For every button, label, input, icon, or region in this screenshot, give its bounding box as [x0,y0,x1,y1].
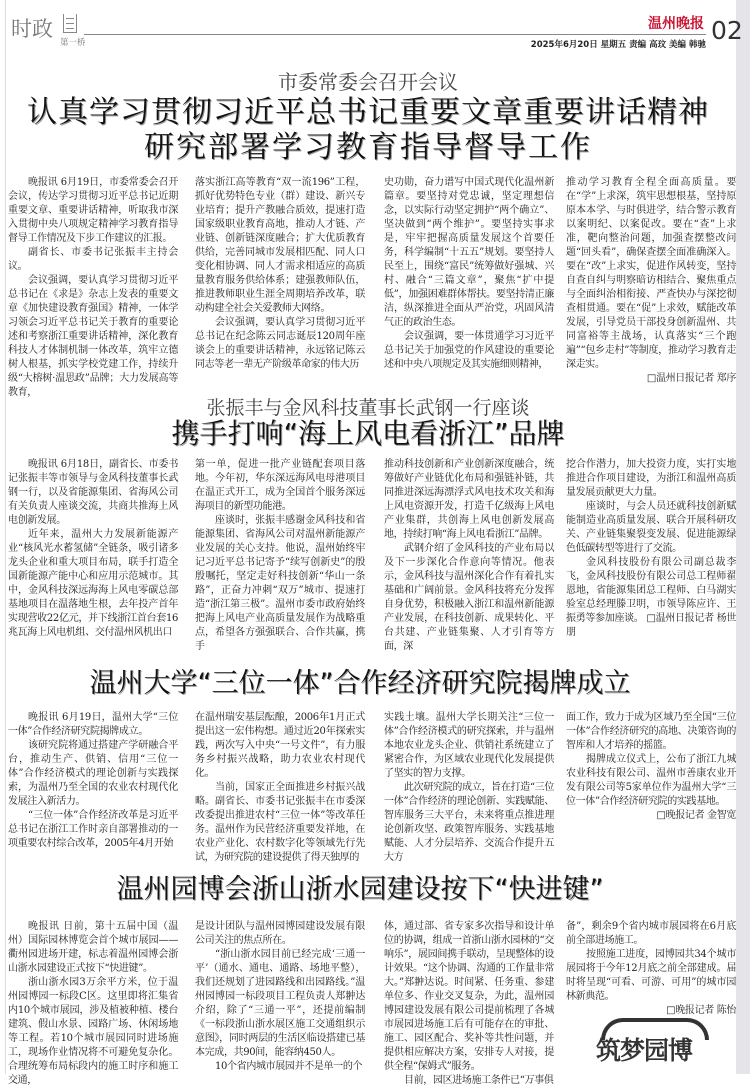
paragraph: 此次研究院的成立，旨在打造“三位一体”合作经济的理论创新、实践赋能、智库服务三大平台，未来将重点推进理论创新攻坚、政策智库服务、实践基地赋能、人才分层培养、交流合作提升五大方 [384,782,554,863]
paragraph: 史功勋，奋力谱写中国式现代化温州新篇章。要坚持对党忠诚，坚定理想信念，以实际行动坚定拥护“两个确立”、坚决做到“两个维护”。要坚持实事求是，牢牢把握高质量发展这个首要任务，科学编制“十五五”规划。要坚持人民至上，围绕“富民”统筹做好强城、兴村、融合“三篇文章”，聚焦“扩中提低”，加强困难群体帮扶。要坚持清正廉洁，纵深推进全面从严治党，巩固风清气正的政治生态。 [384,177,554,328]
article-1-column-3 [384,176,554,372]
article-3-column-4 [566,711,736,823]
paragraph: 目前，园区进场施工条件已“万事俱 [404,1075,554,1086]
article-3-column-3 [384,711,554,865]
article-1-column-4 [566,176,736,386]
paragraph: 面工作，致力于成为区域乃至全国“三位一体”合作经济研究的高地、决策咨询的智库和人才培养的摇篮。 [566,712,736,751]
article-3-column-2 [195,711,365,865]
article-2-column-3 [384,458,554,654]
paragraph: 当前，国家正全面推进乡村振兴战略。副省长、市委书记张振丰在市委深改委提出推进农村“三位一体”等改革任务。温州作为民营经济重要发祥地，在农业产业化、农村数字化等领域先行先试，为研究院的建设提供了得天独厚的 [195,782,365,863]
article-2-kicker: 张振丰与金风科技董事长武钢一行座谈 [206,397,530,419]
article-1-kicker: 市委常委会召开会议 [278,70,458,94]
page-number: 02 [711,16,743,45]
paragraph: 近年来，温州大力发展新能源产业“核风光水蓄氢储”全链条，吸引诸多龙头企业和重大项目布局，联手打造全国新能源产能中心和应用示范城市。其中，金风科技深远海海上风电零碳总部基地项目在温落地生根，去年投产首年实现营收22亿元，并下线浙江首台套16兆瓦海上风电机组、交付温州风机出口 [8,529,178,638]
article-1-column-2 [195,176,365,372]
paragraph: 第一单，促进一批产业链配套项目落地。今年初，华东深远海风电母港项目在温正式开工，成为全国首个服务深远海项目的新型功能港。 [195,459,365,512]
subsection-name: 第一桥 [60,38,86,48]
article-2-title: 携手打响“海上风电看浙江”品牌 [171,417,565,450]
article-4-column-2 [195,920,365,1074]
article-2-column-4 [566,458,736,640]
section-name: 时政 [11,17,53,41]
paragraph: “三位一体”合作经济改革是习近平总书记在浙江工作时亲自部署推动的一项重要农村综合改革，2005年4月开始 [8,810,178,849]
paper-logo: 温州晚报 [648,16,704,32]
paragraph: 会议强调，要认真学习贯彻习近平总书记在《求是》杂志上发表的重要文章《加快建设教育强国》精神，一体学习领会习近平总书记关于教育的重要论述和考察浙江重要讲话精神，深化教育科技人才体制机制一体改革，筑牢立德树人根基，抓实学校党建工作，持续升级“大榕树·温思政”品牌；大力发展高等教育， [8,275,178,398]
article-1-title-line-1: 认真学习贯彻习近平总书记重要文章重要讲话精神 [27,95,709,130]
article-2-column-2 [195,458,365,654]
paragraph: 按照施工进度，园博园共34个城市展园将于今年12月底之前全部建成。届时将呈现“可看、可游、可用”的城市园林新典范。 [566,949,736,1002]
paragraph: 副省长、市委书记张振丰主持会议。 [8,247,178,272]
article-2-column-1 [8,458,178,640]
paragraph: 推动学习教育全程全面高质量。要在“学”上求深，筑牢思想根基，坚持原原本本学、与时俱进学，结合警示教育以案明纪、以案促改。要在“查”上求准，靶向整治问题，加强查摆整改问题“回头看”，确保查摆全面准确深入。要在“改”上求实，促进作风转变，坚持自查自纠与明察暗访相结合、聚焦重点与全面纠治相衔接、严查快办与深挖彻查相贯通。要在“促”上求效，赋能改革发展，引导党员干部投身创新温州、共同富裕等主战场，认真落实“三个跑遍”“包乡走村”等制度，推动学习教育走深走实。 [566,177,736,370]
paragraph: 体，通过部、省专家多次指导和设计单位的协调，组成一首浙山浙水园林的“交响乐”，展园间携手联动，呈现整体的设计效果。“这个协调、沟通的工作量非常大。”郑翀达说。时间紧、任务重、参建单位多、作业交叉复杂，为此，温州园博园建设发展有限公司提前梳理了各城市展园进场施工后有可能存在的审批、施工、园区配合、奖补等共性问题，并提供相应解决方案，安排专人对接，提供全程“保姆式”服务。 [384,921,554,1072]
paragraph: 实践土壤。温州大学长期关注“三位一体”合作经济模式的研究探索，并与温州本地农业龙头企业、供销社系统建立了紧密合作，为区域农业现代化发展提供了坚实的智力支撑。 [384,712,554,779]
paragraph: 揭牌成立仪式上，公布了浙江九城农业科技有限公司、温州市善康农业开发有限公司等5家单位作为温州大学“三位一体”合作经济研究院的实践基地。 [566,754,736,807]
document-icon [63,14,77,33]
paragraph: 会议强调，要认真学习贯彻习近平总书记在纪念陈云同志诞辰120周年座谈会上的重要讲话精神，永远铭记陈云同志等老一辈无产阶级革命家的伟大历 [195,317,365,370]
paragraph: 是设计团队与温州园博园建设发展有限公司关注的焦点所在。 [195,921,365,946]
paragraph: 在温州瑞安基层酝酿，2006年1月正式提出这一宏伟构想。通过近20年探索实践，两次写入中央“一号文件”，有力服务乡村振兴战略，助力农业农村现代化。 [195,712,365,779]
paragraph: 晚报讯 6月19日，市委常委会召开会议，传达学习贯彻习近平总书记近期重要文章、重要讲话精神，听取我市深入贯彻中央八项规定精神学习教育指导督导工作情况及下步工作建议的汇报。 [8,177,178,244]
article-1-title-line-2: 研究部署学习教育指导督导工作 [144,130,592,165]
paragraph: 推动科技创新和产业创新深度融合，统筹做好产业链优化布局和强链补链，共同推进深远海漂浮式风电技术攻关和海上风电资源开发，打造千亿级海上风电产业集群，共创海上风电创新发展高地，持续打响“海上风电看浙江”品牌。 [384,459,554,540]
paragraph: 金风科技股份有限公司副总裁李飞，金风科技股份有限公司总工程师翟恩地，省能源集团总工程师、白马湖实验室总经理滕卫明，市领导陈应许、王振勇等参加座谈。 □温州日报记者 杨世朋 [566,557,736,638]
paragraph: 座谈时，张振丰感谢金风科技和省能源集团、省海风公司对温州新能源产业发展的关心支持。他说，温州始终牢记习近平总书记寄予“续写创新史”的殷殷嘱托，坚定走好科技创新“华山一条路”，正奋力冲刺“双万”城市、提速打造“浙江第三极”。温州市委市政府始终把海上风电产业高质量发展作为战略重点，希望各方强强联合、合作共赢，携手 [195,515,365,652]
header-rule [84,34,706,35]
paragraph: 武钢介绍了金风科技的产业布局以及下一步深化合作意向等情况。他表示，金风科技与温州深化合作有着扎实基础和广阔前景。金风科技将充分发挥自身优势，积极融入浙江和温州新能源产业发展，在科技创新、成果转化、平台共建、产业链集聚、人才引育等方面，深 [384,543,554,652]
article-3-column-1 [8,711,178,851]
paragraph: 晚报讯 日前，第十五届中国（温州）国际园林博览会首个城市展园——衢州园进场开建，标志着温州园博会浙山浙水园建设正式按下“快进键”。 [8,921,178,974]
footer-logo [596,1018,708,1068]
byline: □温州日报记者 郑序 [646,373,736,384]
byline: □晚报记者 陈怡 [666,1005,736,1016]
article-1-column-1 [8,176,178,400]
paragraph: 晚报讯 6月19日，温州大学“三位一体”合作经济研究院揭牌成立。 [8,712,178,737]
paragraph: 10个省内城市展园并不是单一的个 [215,1061,363,1072]
paragraph: 晚报讯 6月18日，副省长、市委书记张振丰等市领导与金风科技董事长武钢一行，以及省能源集团、省海风公司有关负责人座谈交流，共商共推海上风电创新发展。 [8,459,178,526]
right-margin-strip [736,0,750,1074]
paragraph: 该研究院将通过搭建产学研融合平台，推动生产、供销、信用“三位一体”合作经济模式的理论创新与实践探索，为温州乃至全国的农业农村现代化发展注入新活力。 [8,740,178,807]
paragraph: 会议强调，要一体贯通学习习近平总书记关于加强党的作风建设的重要论述和中央八项规定及其实施细则精神， [384,331,554,370]
article-4-title: 温州园博会浙山浙水园建设按下“快进键” [116,874,604,905]
paragraph: 挖合作潜力，加大投资力度，实打实地推进合作项目建设，为浙江和温州高质量发展贡献更大力量。 [566,459,736,498]
byline: □晚报记者 金智宽 [656,810,736,821]
footer-logo-text: 筑梦园博 [596,1036,693,1065]
paragraph: 座谈时，与会人员还就科技创新赋能制造业高质量发展、联合开展科研攻关、产业链集聚裂变发展、促进能源绿色低碳转型等进行了交流。 [566,501,736,554]
article-4-column-3 [384,920,554,1088]
article-4-column-4 [566,920,736,1018]
paragraph: 落实浙江高等教育“双一流196”工程，抓好优势特色专业（群）建设、新兴专业培育；提升产教融合质效，提速打造国家级职业教育高地，推动人才链、产业链、创新链深度融合；扩大优质教育供给，完善同城市发展相匹配、同人口变化相协调、同人才需求相适应的高质量教育服务供给体系；建强教师队伍，推进教师职业生涯全周期培养改革，联动构建全社会关爱教师大网络。 [195,177,365,314]
paragraph: 备”，剩余9个省内城市展园将在6月底前全部进场施工。 [566,921,736,946]
article-3-title: 温州大学“三位一体”合作经济研究院揭牌成立 [89,668,631,699]
dateline: 2025年6月20日 星期五 责编 高玟 美编 韩驰 [530,40,706,50]
paragraph: 浙山浙水园3万余平方米，位于温州园博园一标段C区。这里即将汇集省内10个城市展园，涉及植被种植、楼台建筑、假山水景、园路广场、休闲场地等工程。若10个城市展园同时进场施工，现场作业情况将不可避免复杂化。合理统筹布局标段内的施工时序和施工交通， [8,977,178,1086]
paragraph: “浙山浙水园目前已经完成‘三通一平’（通水、通电、通路、场地平整），我们还规划了进园路线和出园路线。”温州园博园一标段项目工程负责人郑翀达介绍，除了“三通一平”，还提前编制《一标段浙山浙水展区施工交通组织示意图》，同时两层的生活区临设搭建已基本完成，共90间，能容纳450人。 [195,949,365,1058]
article-4-column-1 [8,920,178,1088]
